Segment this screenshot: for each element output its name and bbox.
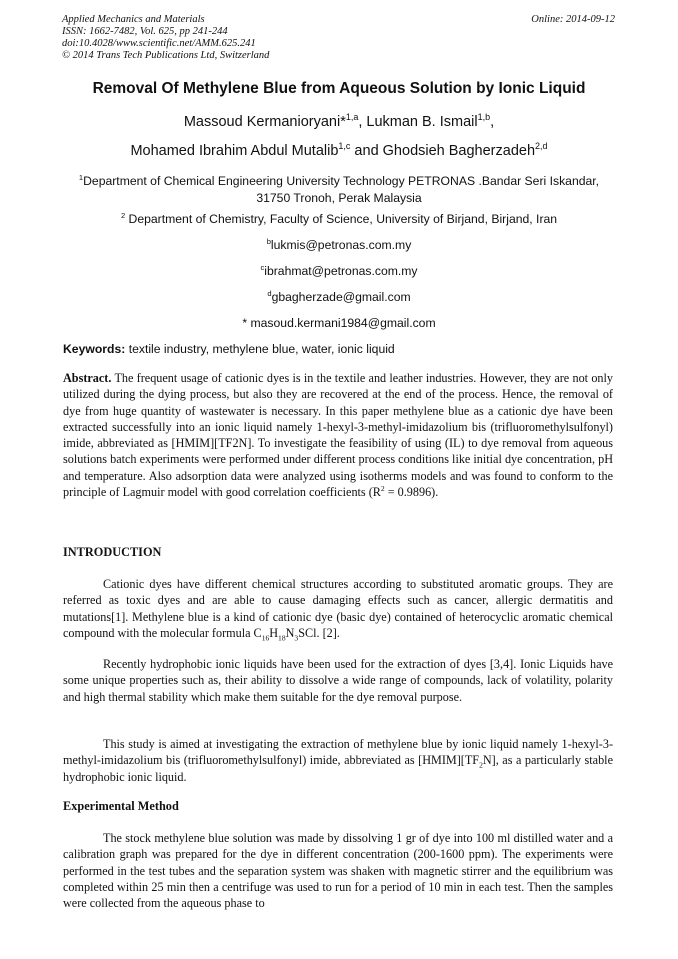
keywords-text: textile industry, methylene blue, water, ionic liquid	[125, 342, 395, 356]
affiliation-1-sup: 1	[78, 172, 84, 182]
formula-part-end: SCl. [2].	[298, 625, 340, 640]
email-b-address: lukmis@petronas.com.my	[270, 238, 412, 252]
abstract	[63, 370, 613, 500]
formula-sub-3: 3	[294, 633, 299, 643]
journal-name: Applied Mechanics and Materials	[62, 14, 205, 25]
email-c-address: ibrahmat@petronas.com.my	[264, 264, 418, 278]
introduction-paragraph-3	[63, 736, 613, 785]
email-c-sup: c	[260, 262, 265, 272]
formula-part-h: H	[269, 625, 279, 640]
affiliation-1-line-2: 31750 Tronoh, Perak Malaysia	[256, 191, 422, 205]
intro-p3-text: This study is aimed at investigating the extraction of methylene blue by ionic liquid namely 1-hexyl-3-methyl-imidazolium bis (trifluoromethylsulfonyl) imide, abbreviated as [HMIM][TF	[63, 737, 613, 768]
introduction-paragraph-1	[63, 576, 613, 641]
copyright: © 2014 Trans Tech Publications Ltd, Switzerland	[62, 50, 270, 61]
author-line-1	[30, 114, 648, 131]
affiliation-2-sup: 2	[120, 210, 126, 220]
issn: ISSN: 1662-7482, Vol. 625, pp 241-244	[62, 26, 228, 37]
introduction-heading: INTRODUCTION	[63, 545, 162, 559]
email-d-sup: d	[267, 288, 272, 298]
email-corresponding: * masoud.kermani1984@gmail.com	[242, 316, 436, 330]
email-d	[40, 290, 638, 304]
author-4: and Ghodsieh Bagherzadeh	[350, 143, 536, 159]
affiliation-1	[40, 173, 638, 207]
author-2-comma: ,	[490, 114, 495, 130]
email-b-sup: b	[266, 236, 271, 246]
affiliation-2	[40, 211, 638, 228]
experimental-heading: Experimental Method	[63, 799, 179, 813]
abstract-sup: 2	[380, 484, 385, 494]
author-2-sup: 1,b	[477, 112, 491, 123]
formula-sub-1: 16	[261, 633, 270, 643]
email-c	[40, 264, 638, 278]
introduction-paragraph-2: Recently hydrophobic ionic liquids have been used for the extraction of dyes [3,4]. Ionic Liquids have some unique properties such as, their ability to dissolve a wide range of compounds, lack of volatility, polarity and high thermal stability which make them suitable for the dye removal purpose.	[63, 657, 613, 704]
intro-p1-text: Cationic dyes have different chemical structures according to substituted aromatic groups. They are referred as toxic dyes and are able to cause damaging effects such as cancer, allergic dermatitis and mutations[1]. Methylene blue is a kind of cationic dye (basic dye) contained of heterocyclic aromatic chemical compound with the molecular formula C	[63, 577, 613, 640]
author-3-sup: 1,c	[338, 141, 351, 152]
author-line-2	[30, 143, 648, 160]
journal-header	[62, 14, 422, 62]
author-1-sup: 1,a	[345, 112, 359, 123]
author-2: , Lukman B. Ismail	[358, 114, 478, 130]
formula-sub-2: 18	[278, 633, 286, 643]
paper-title: Removal Of Methylene Blue from Aqueous Solution by Ionic Liquid	[92, 80, 586, 97]
formula-part-n: N	[285, 625, 295, 640]
affiliation-1-line-1: Department of Chemical Engineering University Technology PETRONAS .Bandar Seri Iskandar,	[83, 174, 600, 188]
online-date: Online: 2014-09-12	[531, 14, 615, 25]
author-4-sup: 2,d	[535, 141, 548, 152]
keywords	[63, 342, 395, 356]
abstract-end: = 0.9896).	[384, 485, 439, 500]
affiliation-2-text: Department of Chemistry, Faculty of Science, University of Birjand, Birjand, Iran	[125, 212, 558, 226]
author-3: Mohamed Ibrahim Abdul Mutalib	[130, 143, 339, 159]
intro-p3-sub: 2	[479, 760, 483, 770]
abstract-label: Abstract.	[63, 371, 112, 385]
email-b	[40, 238, 638, 252]
experimental-paragraph-1: The stock methylene blue solution was made by dissolving 1 gr of dye into 100 ml distilled water and a calibration graph was prepared for the dye in different concentration (200-1600 ppm). The experiments were performed in the test tubes and the separation system was shaken with magnetic stirrer and the equilibrium was completed within 25 min then a centrifuge was used to run for a period of 10 min in each test. Then the samples were collected from the aqueous phase to	[63, 831, 613, 911]
keywords-label: Keywords:	[63, 342, 126, 356]
doi: doi:10.4028/www.scientific.net/AMM.625.241	[62, 38, 256, 49]
intro-p3-end: N], as a particularly stable hydrophobic ionic liquid.	[63, 753, 613, 784]
abstract-text: The frequent usage of cationic dyes is in the textile and leather industries. However, they are not only utilized during the dying process, but also they are recovered at the end of the process. Hence, the removal of dye from huge quantity of wastewater is necessary. In this paper methylene blue as a cationic dye have been extracted successfully into an ionic liquid namely 1-hexyl-3-methyl-imidazolium bis (trifluoromethylsulfonyl) imide, abbreviated as [HMIM][TF2N]. To investigate the feasibility of using (IL) to dye removal from aqueous solutions batch experiments were performed under different process conditions like initial dye concentration, pH and temperature. Also adsorption data were analyzed using isotherms models and was found to conform to the principle of Lagmuir model with good correlation coefficients (R	[63, 371, 613, 500]
author-1: Massoud Kermanioryani*	[183, 114, 346, 130]
email-d-address: gbagherzade@gmail.com	[271, 290, 411, 304]
